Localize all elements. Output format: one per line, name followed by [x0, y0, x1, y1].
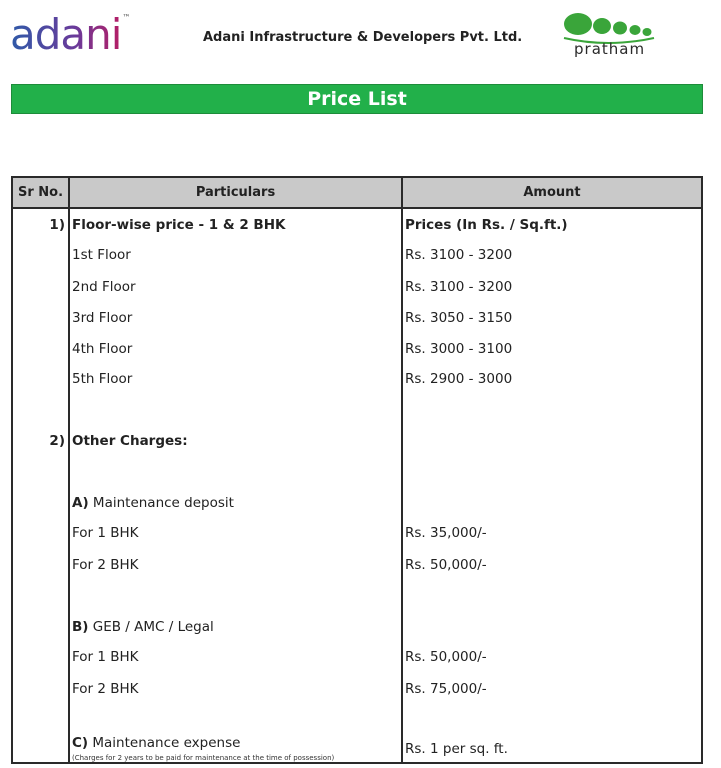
maintenance-expense-note: (Charges for 2 years to be paid for maintenance at the time of possession) — [72, 754, 335, 762]
floor-label: 5th Floor — [72, 371, 133, 387]
adani-logo: adani™ — [10, 10, 130, 59]
floor-price: Rs. 3100 - 3200 — [405, 247, 513, 263]
sr-no-1: 1) — [49, 217, 65, 233]
floor-price: Rs. 3100 - 3200 — [405, 279, 513, 295]
charge-item-label: For 2 BHK — [72, 557, 139, 573]
section-other-charges-label: Other Charges: — [72, 433, 188, 449]
floor-label: 2nd Floor — [72, 279, 136, 295]
maintenance-expense-price: Rs. 1 per sq. ft. — [405, 741, 508, 757]
column-divider — [68, 178, 70, 762]
sr-no-2: 2) — [49, 433, 65, 449]
floor-label: 1st Floor — [72, 247, 131, 263]
charge-item-price: Rs. 35,000/- — [405, 525, 487, 541]
charge-item-price: Rs. 50,000/- — [405, 557, 487, 573]
charge-item-price: Rs. 50,000/- — [405, 649, 487, 665]
pratham-logo-text: pratham — [574, 40, 646, 58]
header-amount: Amount — [523, 185, 581, 200]
price-table — [11, 176, 703, 764]
floor-price: Rs. 3000 - 3100 — [405, 341, 513, 357]
column-divider — [401, 178, 403, 762]
floor-label: 3rd Floor — [72, 310, 133, 326]
prices-unit-header: Prices (In Rs. / Sq.ft.) — [405, 217, 568, 233]
section-floor-wise-label: Floor-wise price - 1 & 2 BHK — [72, 217, 286, 233]
floor-price: Rs. 2900 - 3000 — [405, 371, 513, 387]
charge-item-label: For 2 BHK — [72, 681, 139, 697]
page-title: Price List — [11, 84, 703, 114]
charge-item-price: Rs. 75,000/- — [405, 681, 487, 697]
floor-price: Rs. 3050 - 3150 — [405, 310, 513, 326]
table-header — [13, 178, 701, 209]
floor-label: 4th Floor — [72, 341, 133, 357]
header-sr-no: Sr No. — [17, 185, 64, 200]
charge-item-label: For 1 BHK — [72, 525, 139, 541]
geb-amc-legal-heading: B) GEB / AMC / Legal — [72, 619, 214, 635]
maintenance-deposit-heading: A) Maintenance deposit — [72, 495, 234, 511]
header-particulars: Particulars — [195, 185, 276, 200]
maintenance-expense-heading: C) Maintenance expense — [72, 735, 241, 751]
charge-item-label: For 1 BHK — [72, 649, 139, 665]
company-name: Adani Infrastructure & Developers Pvt. Ltd. — [203, 30, 523, 45]
